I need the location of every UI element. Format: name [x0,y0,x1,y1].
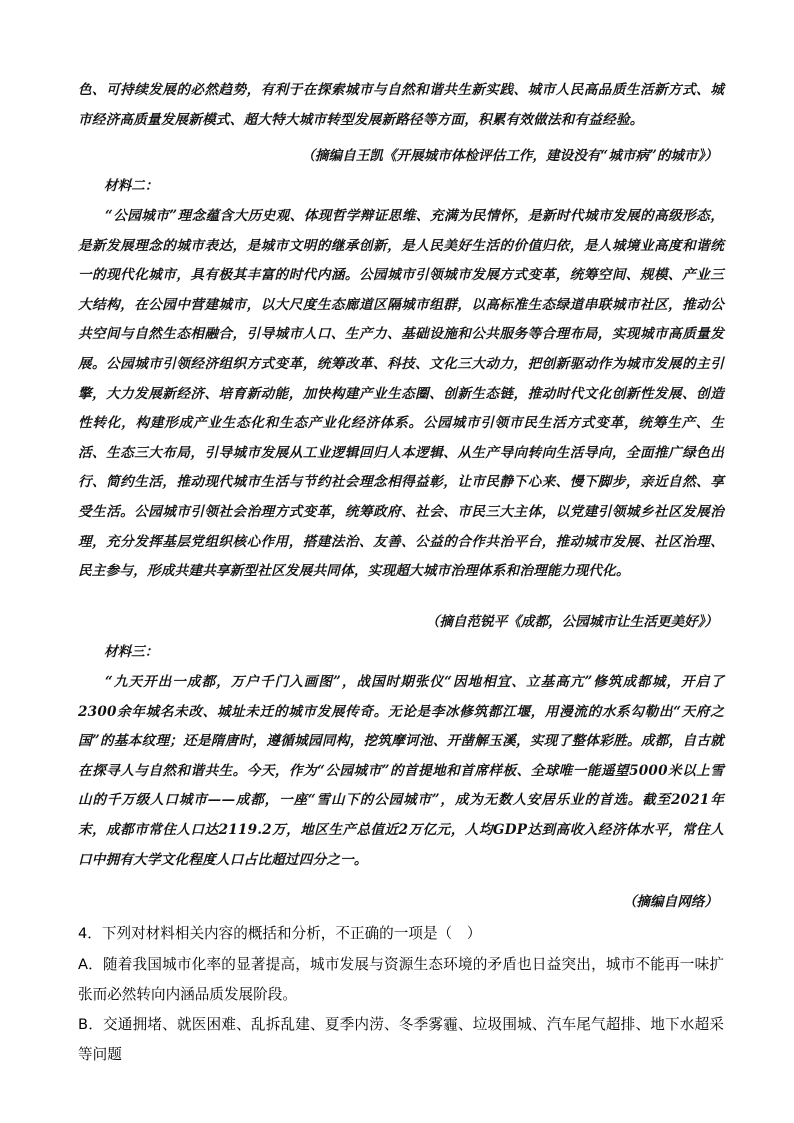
option-b: B．交通拥堵、就医困难、乱拆乱建、夏季内涝、冬季雾霾、垃圾围城、汽车尾气超排、地下水超采等问题 [78,1016,724,1063]
material3-source: （摘编自网络） [622,894,718,910]
option-a: A．随着我国城市化率的显著提高，城市发展与资源生态环境的矛盾也日益突出，城市不能再一味扩张而必然转向内涵品质发展阶段。 [78,956,724,1003]
material3-body: “九天开出一成都，万户千门入画图”，战国时期张仪“因地相宜、立基高亢”修筑成都城，开启了2300余年城名未改、城址未迁的城市发展传奇。无论是李冰修筑都江堰，用漫流的水系勾勒出“天府之国”的基本纹理；还是隋唐时，遵循城园同构，挖筑摩诃池、开凿解玉溪，实现了整体彩胜。成都，自古就在探寻人与自然和谐共生。今天，作为“公园城市”的首提地和首席样板、全球唯一能遥望5000米以上雪山的千万级人口城市——成都，一座“雪山下的公园城市”，成为无数人安居乐业的首选。截至2021年末，成都市常住人口达2119.2万，地区生产总值近2万亿元，人均GDP达到高收入经济体水平，常住人口中拥有大学文化程度人口占比超过四分之一。 [78,674,724,868]
material2-heading: 材料二： [104,178,159,194]
material2-source: （摘自范锐平《成都，公园城市让生活更美好》） [425,614,718,630]
question-stem: 4．下列对材料相关内容的概括和分析，不正确的一项是（ ） [78,925,482,942]
material3-heading: 材料三： [104,644,159,660]
material1-source: （摘编自王凯《开展城市体检评估工作，建设没有“城市病”的城市》） [301,148,718,164]
material2-body: “公园城市”理念蕴含大历史观、体现哲学辩证思维、充满为民情怀，是新时代城市发展的高级形态，是新发展理念的城市表达，是城市文明的继承创新，是人民美好生活的价值归依，是人城境业高度和谐统一的现代化城市，具有极其丰富的时代内涵。公园城市引领城市发展方式变革，统筹空间、规模、产业三大结构，在公园中营建城市，以大尺度生态廊道区隔城市组群，以高标准生态绿道串联城市社区，推动公共空间与自然生态相融合，引导城市人口、生产力、基础设施和公共服务等合理布局，实现城市高质量发展。公园城市引领经济组织方式变革，统筹改革、科技、文化三大动力，把创新驱动作为城市发展的主引擎，大力发展新经济、培育新动能，加快构建产业生态圈、创新生态链，推动时代文化创新性发展、创造性转化，构建形成产业生态化和生态产业化经济体系。公园城市引领市民生活方式变革，统筹生产、生活、生态三大布局，引导城市发展从工业逻辑回归人本逻辑、从生产导向转向生活导向，全面推广绿色出行、简约生活，推动现代城市生活与节约社会理念相得益彰，让市民静下心来、慢下脚步，亲近自然、享受生活。公园城市引领社会治理方式变革，统筹政府、社会、市民三大主体，以党建引领城乡社区发展治理，充分发挥基层党组织核心作用，搭建法治、友善、公益的合作共治平台，推动城市发展、社区治理、民主参与，形成共建共享新型社区发展共同体，实现超大城市治理体系和治理能力现代化。 [78,208,724,580]
material1-continuation: 色、可持续发展的必然趋势，有利于在探索城市与自然和谐共生新实践、城市人民高品质生活新方式、城市经济高质量发展新模式、超大特大城市转型发展新路径等方面，积累有效做法和有益经验。 [78,82,724,128]
